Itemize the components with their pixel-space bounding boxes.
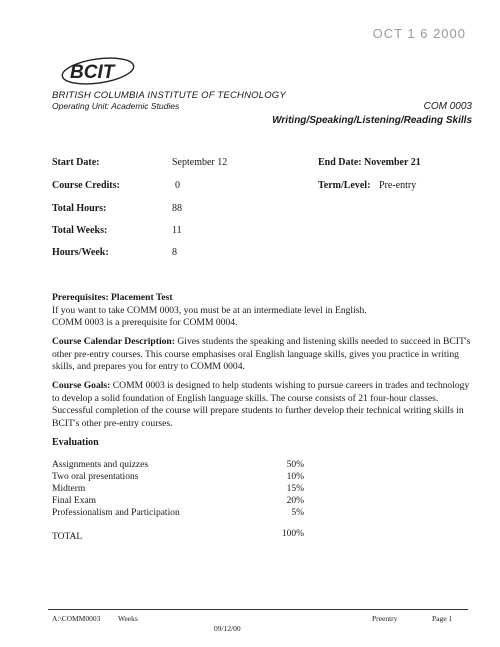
end-date-label: End Date: [318,157,362,168]
evaluation-item-label: Professionalism and Participation [52,508,180,518]
footer-tag: Preentry [372,614,398,623]
footer-file-path: A:\COMM0003 [52,614,101,623]
calendar-description-section [52,336,472,374]
footer-weeks: Weeks [118,614,138,623]
evaluation-item-percent: 15% [286,484,304,494]
total-hours-value: 88 [172,203,182,214]
evaluation-total-percent: 100% [281,529,304,539]
prerequisites-section [52,292,472,330]
evaluation-item-label: Assignments and quizzes [52,460,149,470]
evaluation-heading: Evaluation [52,437,99,448]
total-weeks-label: Total Weeks: [52,225,108,236]
evaluation-item-label: Two oral presentations [52,472,139,482]
footer-date: 09/12/00 [214,624,241,633]
start-date-value: September 12 [172,157,228,168]
term-level-value: Pre-entry [379,180,417,191]
course-goals-heading: Course Goals: [52,380,111,391]
evaluation-item-percent: 10% [286,472,304,482]
evaluation-total-label: TOTAL [52,532,83,542]
calendar-description-heading: Course Calendar Description: [52,336,175,347]
evaluation-item-label: Midterm [52,484,86,494]
logo-text: BCIT [70,62,115,83]
course-title: Writing/Speaking/Listening/Reading Skills [272,115,472,126]
course-credits-label: Course Credits: [52,180,120,191]
course-credits-value: 0 [175,180,180,191]
course-goals-text: COMM 0003 is designed to help students wishing to pursue careers in trades and technology to develop a solid foundation of English language skills. The course consists of 21 four-hour classes. Successful completion of the course will prepare students to further develop their technical writing skills in BCIT's other pre-entry courses. [52,380,470,429]
end-date-value: November 21 [364,157,421,168]
term-level-label: Term/Level: [318,180,371,191]
course-code: COM 0003 [423,101,472,112]
calendar-description-text: Gives students the speaking and listening skills needed to succeed in BCIT's other pre-entry courses. This course emphasises oral English language skills, gives you practice in writing skills, and prepares you for entry to COMM 0004. [52,336,471,372]
evaluation-item-label: Final Exam [52,496,97,506]
operating-unit: Operating Unit: Academic Studies [52,101,180,111]
hours-per-week-label: Hours/Week: [52,247,109,258]
footer-rule [48,609,468,610]
prerequisites-line-2: COMM 0003 is a prerequisite for COMM 0004. [52,317,238,328]
prerequisites-line-1: If you want to take COMM 0003, you must be at an intermediate level in English. [52,304,367,316]
evaluation-item-percent: 20% [286,496,304,506]
bcit-logo [60,56,138,86]
total-weeks-value: 11 [172,225,182,236]
prerequisites-heading: Prerequisites: Placement Test [52,292,173,303]
start-date-label: Start Date: [52,157,100,168]
hours-per-week-value: 8 [172,247,177,258]
course-goals-section [52,380,472,430]
total-hours-label: Total Hours: [52,203,107,214]
evaluation-item-percent: 5% [291,508,304,518]
evaluation-item-percent: 50% [286,460,304,470]
received-date-stamp: OCT 1 6 2000 [372,26,466,41]
institute-name: BRITISH COLUMBIA INSTITUTE OF TECHNOLOGY [52,90,286,101]
footer-page-number: Page 1 [432,614,453,623]
